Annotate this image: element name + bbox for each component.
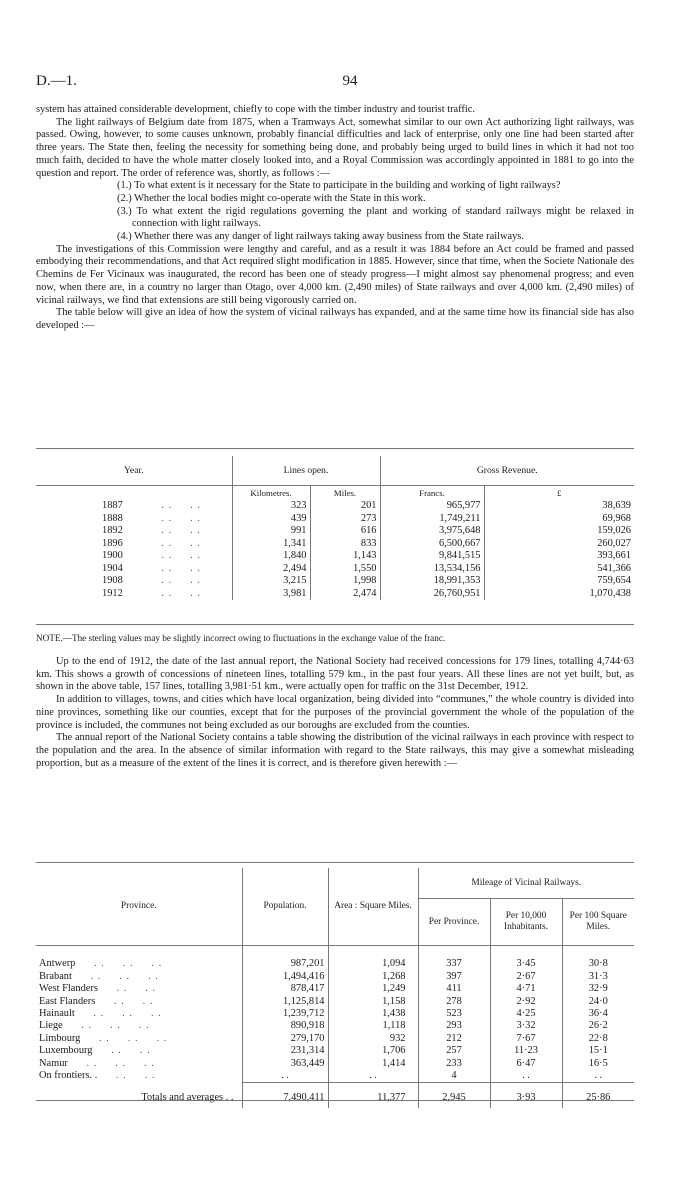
cell-area: 1,249 <box>328 983 418 995</box>
cell-per-10000: 11·23 <box>490 1045 562 1057</box>
cell-year: 1892 <box>102 525 123 536</box>
cell-miles: 201 <box>310 500 380 513</box>
table-row <box>36 563 634 576</box>
cell-year: 1900 <box>102 550 123 561</box>
total-per-10000: 3·93 <box>490 1083 562 1109</box>
leader-dots: . . . . <box>161 500 201 511</box>
col-header-year: Year. <box>36 456 232 486</box>
table-row <box>36 538 634 551</box>
paragraph: In addition to villages, towns, and cities which have local organization, being divided into “communes,” the whole country is divided into nine provinces, something like our counties, except that for the purposes of the provincial government the whole of the population of the province is included, the communes not being excluded as our boroughs are excluded from the counties. <box>36 694 634 731</box>
cell-year: 1912 <box>102 587 123 599</box>
table-row <box>36 513 634 526</box>
cell-pounds: 541,366 <box>484 563 634 576</box>
table-row <box>36 1070 634 1083</box>
cell-miles: 616 <box>310 525 380 538</box>
col-header-mileage-group: Mileage of Vicinal Railways. <box>418 868 634 899</box>
leader-dots: . . . . <box>161 587 201 599</box>
cell-francs: 965,977 <box>380 500 484 513</box>
leader-dots: . . . . <box>115 1070 156 1082</box>
cell-population: 279,170 <box>242 1033 328 1045</box>
col-header-lines-open: Lines open. <box>232 456 380 486</box>
cell-francs: 1,749,211 <box>380 513 484 526</box>
cell-per-10000: 4·71 <box>490 983 562 995</box>
cell-per-100: 24·0 <box>562 996 634 1008</box>
cell-year: 1908 <box>102 575 123 586</box>
cell-per-10000: 7·67 <box>490 1033 562 1045</box>
table-note: NOTE.—The sterling values may be slightly incorrect owing to fluctuations in the exchange value of the franc. <box>36 633 446 643</box>
cell-per-province: 337 <box>418 958 490 970</box>
cell-km: 1,341 <box>232 538 310 551</box>
col-header-province: Province. <box>36 868 242 946</box>
cell-per-100: 32·9 <box>562 983 634 995</box>
paragraph: The table below will give an idea of how the system of vicinal railways has expanded, and at the same time how its financial side has also developed :— <box>36 307 634 331</box>
list-item: (2.) Whether the local bodies might co-operate with the State in this work. <box>117 192 426 204</box>
cell-per-100: . . <box>562 1070 634 1083</box>
cell-francs: 26,760,951 <box>380 588 484 601</box>
leader-dots: . . . . <box>161 512 201 524</box>
cell-per-100: 31·3 <box>562 971 634 983</box>
cell-year: 1896 <box>102 537 123 549</box>
cell-per-100: 15·1 <box>562 1045 634 1057</box>
leader-dots: . . . . <box>161 537 201 549</box>
cell-area: 1,268 <box>328 971 418 983</box>
page-number: 94 <box>342 73 358 89</box>
col-header-per-100: Per 100 Square Miles. <box>562 899 634 946</box>
closing-text <box>36 656 634 770</box>
cell-province: On frontiers. . <box>39 1070 98 1082</box>
table-bottom-rule <box>36 624 634 625</box>
table-row <box>36 1033 634 1045</box>
cell-pounds: 69,968 <box>484 513 634 526</box>
cell-pounds: 393,661 <box>484 550 634 563</box>
cell-area: 1,706 <box>328 1045 418 1057</box>
cell-pounds: 260,027 <box>484 538 634 551</box>
table-row <box>36 1020 634 1032</box>
cell-francs: 18,991,353 <box>380 575 484 588</box>
cell-pounds: 159,026 <box>484 525 634 538</box>
col-header-population: Population. <box>242 868 328 946</box>
cell-pounds: 759,654 <box>484 575 634 588</box>
cell-area: 932 <box>328 1033 418 1045</box>
leader-dots: . . . . . . <box>86 1057 155 1069</box>
list-item: (1.) To what extent is it necessary for the State to participate in the building and working of light railways? <box>117 180 561 192</box>
cell-area: 1,118 <box>328 1020 418 1032</box>
cell-miles: 2,474 <box>310 588 380 601</box>
table-row <box>36 1058 634 1070</box>
cell-francs: 9,841,515 <box>380 550 484 563</box>
leader-dots: . . . . . . <box>81 1020 150 1032</box>
cell-per-10000: 2·67 <box>490 971 562 983</box>
cell-population: 1,125,814 <box>242 996 328 1008</box>
cell-per-province: 233 <box>418 1058 490 1070</box>
leader-dots: . . . . <box>116 983 157 995</box>
cell-province: Antwerp <box>39 958 76 970</box>
cell-km: 991 <box>232 525 310 538</box>
col-header-per-10000: Per 10,000 Inhabitants. <box>490 899 562 946</box>
col-header-gross-revenue: Gross Revenue. <box>380 456 634 486</box>
list-item: (3.) To what extent the rigid regulations governing the plant and working of standard railways might be relaxed in connection with light railways. <box>117 205 634 230</box>
table2-top-rule <box>36 862 634 863</box>
cell-km: 3,981 <box>232 588 310 601</box>
leader-dots: . . . . . . <box>93 1008 162 1020</box>
table-row <box>36 983 634 995</box>
total-per-province: 2,945 <box>418 1083 490 1109</box>
cell-population: 1,239,712 <box>242 1008 328 1020</box>
cell-year: 1888 <box>102 512 123 524</box>
cell-per-100: 36·4 <box>562 1008 634 1020</box>
cell-province: Limbourg <box>39 1032 81 1044</box>
cell-per-10000: 3·45 <box>490 958 562 970</box>
table-top-rule <box>36 448 634 449</box>
table-row <box>36 958 634 970</box>
leader-dots: . . . . <box>161 575 201 586</box>
cell-per-100: 26·2 <box>562 1020 634 1032</box>
cell-miles: 1,998 <box>310 575 380 588</box>
totals-label: Totals and averages . . <box>141 1092 234 1103</box>
subheader-km: Kilometres. <box>232 486 310 501</box>
cell-province: West Flanders <box>39 983 98 995</box>
cell-area: 1,438 <box>328 1008 418 1020</box>
cell-province: Hainault <box>39 1008 75 1020</box>
cell-per-province: 411 <box>418 983 490 995</box>
cell-per-10000: 6·47 <box>490 1058 562 1070</box>
cell-area: 1,158 <box>328 996 418 1008</box>
total-area: 11,377 <box>328 1083 418 1109</box>
cell-per-province: 212 <box>418 1033 490 1045</box>
subheader-francs: Francs. <box>380 486 484 501</box>
intro-text <box>36 104 634 333</box>
table-row <box>36 500 634 513</box>
cell-population: 878,417 <box>242 983 328 995</box>
table-row <box>36 1008 634 1020</box>
table-row <box>36 550 634 563</box>
table-row <box>36 588 634 601</box>
paragraph: system has attained considerable development, chiefly to cope with the timber industry and tourist traffic. <box>36 104 475 115</box>
cell-population: 363,449 <box>242 1058 328 1070</box>
cell-per-province: 293 <box>418 1020 490 1032</box>
cell-km: 439 <box>232 513 310 526</box>
cell-miles: 833 <box>310 538 380 551</box>
table-row <box>36 996 634 1008</box>
totals-row <box>36 1083 634 1109</box>
subheader-pounds: £ <box>484 486 634 501</box>
leader-dots: . . . . . . <box>93 958 163 970</box>
province-table <box>36 868 634 1108</box>
cell-miles: 1,143 <box>310 550 380 563</box>
cell-per-10000: 4·25 <box>490 1008 562 1020</box>
leader-dots: . . . . <box>161 525 201 536</box>
cell-per-province: 397 <box>418 971 490 983</box>
cell-pounds: 1,070,438 <box>484 588 634 601</box>
cell-per-100: 16·5 <box>562 1058 634 1070</box>
cell-km: 3,215 <box>232 575 310 588</box>
cell-province: East Flanders <box>39 995 96 1007</box>
table2-bottom-rule <box>36 1100 634 1101</box>
page-header <box>36 73 664 93</box>
cell-miles: 273 <box>310 513 380 526</box>
cell-km: 2,494 <box>232 563 310 576</box>
cell-per-10000: 2·92 <box>490 996 562 1008</box>
cell-per-province: 4 <box>418 1070 490 1083</box>
revenue-table <box>36 456 634 600</box>
document-reference: D.—1. <box>36 73 77 89</box>
subheader-miles: Miles. <box>310 486 380 501</box>
paragraph: The investigations of this Commission were lengthy and careful, and as a result it was 1884 before an Act could be framed and passed embodying their recommendations, and that Act required slight modification in 1885. However, since that time, when the Societe Nationale des Chemins de Fer Vicinaux was inaugurated, the record has been one of steady progress—I might almost say phenomenal progress; and even now, when there are, in a country no larger than Otago, over 4,000 km. (2,490 miles) of State railways and over 4,000 km. (2,490 miles) of vicinal railways, we find that extensions are still being vigorously carried on. <box>36 243 634 306</box>
cell-area: . . <box>328 1070 418 1083</box>
total-per-100: 25·86 <box>562 1083 634 1109</box>
paragraph: Up to the end of 1912, the date of the last annual report, the National Society had received concessions for 179 lines, totalling 4,744·63 km. This shows a growth of concessions of nineteen lines, totalling 579 km., in the past four years. All these lines are not yet built, but, as shown in the above table, 157 lines, totalling 3,981·51 km., were actually open for traffic on the 31st December, 1912. <box>36 656 634 693</box>
table-row <box>36 575 634 588</box>
cell-per-10000: . . <box>490 1070 562 1083</box>
cell-province: Liege <box>39 1020 63 1032</box>
cell-population: 987,201 <box>242 958 328 970</box>
leader-dots: . . . . . . <box>98 1032 168 1044</box>
col-header-per-province: Per Province. <box>418 899 490 946</box>
table-row <box>36 525 634 538</box>
cell-year: 1904 <box>102 562 123 574</box>
cell-province: Brabant <box>39 970 72 982</box>
cell-km: 323 <box>232 500 310 513</box>
cell-per-100: 30·8 <box>562 958 634 970</box>
cell-per-province: 257 <box>418 1045 490 1057</box>
cell-francs: 6,500,667 <box>380 538 484 551</box>
leader-dots: . . . . . . <box>90 970 159 982</box>
cell-population: 1,494,416 <box>242 971 328 983</box>
cell-francs: 3,975,648 <box>380 525 484 538</box>
cell-province: Luxembourg <box>39 1045 93 1057</box>
leader-dots: . . . . <box>111 1045 151 1057</box>
cell-province: Namur <box>39 1057 68 1069</box>
cell-year: 1887 <box>102 500 123 511</box>
cell-population: 231,314 <box>242 1045 328 1057</box>
cell-population: . . <box>242 1070 328 1083</box>
cell-pounds: 38,639 <box>484 500 634 513</box>
cell-per-province: 523 <box>418 1008 490 1020</box>
leader-dots: . . . . <box>113 995 154 1007</box>
cell-miles: 1,550 <box>310 563 380 576</box>
table-row <box>36 1045 634 1057</box>
cell-area: 1,414 <box>328 1058 418 1070</box>
reference-list <box>36 180 634 244</box>
table-row <box>36 971 634 983</box>
cell-per-10000: 3·32 <box>490 1020 562 1032</box>
cell-francs: 13,534,156 <box>380 563 484 576</box>
cell-km: 1,840 <box>232 550 310 563</box>
col-header-area: Area : Square Miles. <box>328 868 418 946</box>
leader-dots: . . . . <box>161 550 201 561</box>
leader-dots: . . . . <box>161 562 201 574</box>
cell-population: 890,918 <box>242 1020 328 1032</box>
paragraph: The light railways of Belgium date from 1875, when a Tramways Act, somewhat similar to our own Act authorizing light railways, was passed. Owing, however, to some causes unknown, probably financial difficulties and lack of enterprise, only one line had been started after three years. The State then, feeling the necessity for something being done, and probably being urged to build lines in which it had not too much faith, decided to have the whole matter closely looked into, and a Royal Commission was accordingly appointed in 1881 to go into the question and report. The order of reference was, shortly, as follows :— <box>36 116 634 179</box>
cell-area: 1,094 <box>328 958 418 970</box>
total-population: 7,490,411 <box>242 1083 328 1109</box>
cell-per-100: 22·8 <box>562 1033 634 1045</box>
cell-per-province: 278 <box>418 996 490 1008</box>
paragraph: The annual report of the National Society contains a table showing the distribution of the vicinal railways in each province with respect to the population and the area. In the absence of similar information with regard to the State railways, this may give a somewhat misleading proportion, but as a measure of the extent of the lines it is correct, and is therefore given herewith :— <box>36 732 634 769</box>
list-item: (4.) Whether there was any danger of light railways taking away business from the State railways. <box>117 231 524 243</box>
